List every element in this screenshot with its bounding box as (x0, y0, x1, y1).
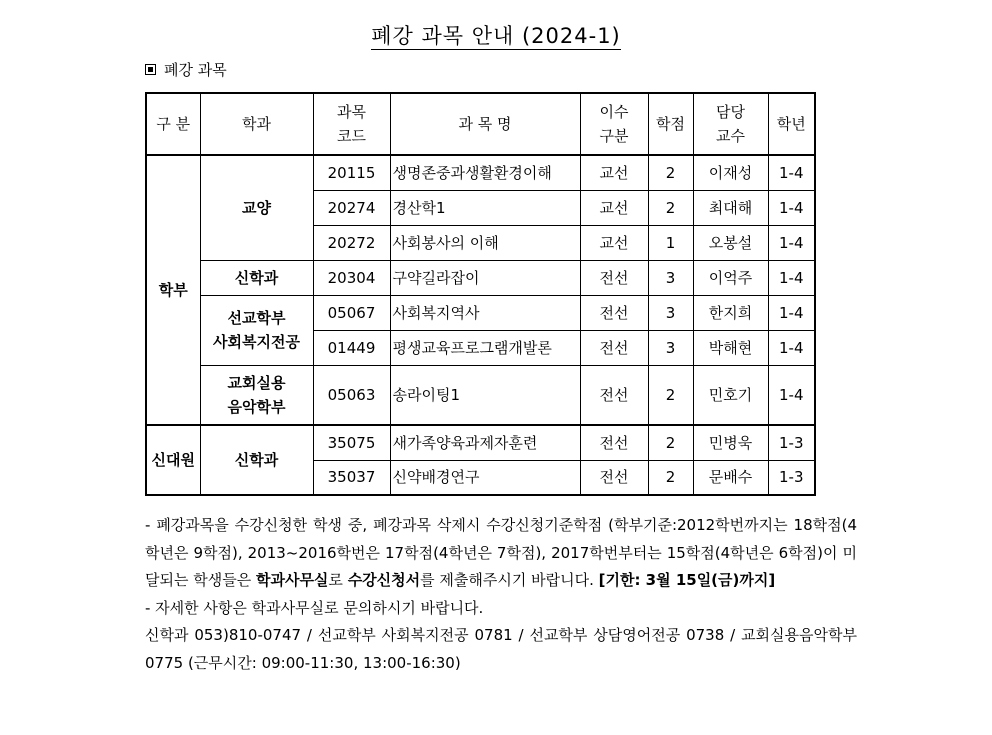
division-graduate: 신대원 (146, 425, 200, 495)
course-professor: 오봉설 (693, 225, 768, 260)
course-code: 35037 (313, 460, 390, 495)
table-row (146, 260, 815, 295)
course-code: 35075 (313, 425, 390, 460)
page-title: 폐강 과목 안내 (2024-1) (371, 24, 621, 48)
course-grade: 1-4 (768, 295, 815, 330)
note-deadline: [기한: 3월 15일(금)까지] (598, 571, 776, 589)
course-code: 20304 (313, 260, 390, 295)
course-professor: 박해현 (693, 330, 768, 365)
header-type: 이수 구분 (580, 93, 648, 155)
table-header-row (146, 93, 815, 155)
header-dept: 학과 (200, 93, 313, 155)
header-professor: 담당 교수 (693, 93, 768, 155)
note-contacts: 신학과 053)810-0747 / 선교학부 사회복지전공 0781 / 선교학부 상담영어전공 0738 / 교회실용음악학부 0775 (근무시간: 09:00-11:30, 13:00-16:30) (145, 626, 857, 672)
course-name: 새가족양육과제자훈련 (390, 425, 580, 460)
course-type: 전선 (580, 365, 648, 425)
notes (145, 512, 857, 677)
course-credit: 3 (648, 260, 693, 295)
section-label: 폐강 과목 (164, 61, 227, 79)
square-bullet-icon (145, 64, 156, 75)
dept-gyoyang: 교양 (200, 155, 313, 260)
dept-grad-theology: 신학과 (200, 425, 313, 495)
header-course: 과 목 명 (390, 93, 580, 155)
header-division: 구 분 (146, 93, 200, 155)
course-type: 교선 (580, 155, 648, 190)
course-code: 05067 (313, 295, 390, 330)
course-name: 사회봉사의 이해 (390, 225, 580, 260)
note-credit-rules: - 폐강과목을 수강신청한 학생 중, 폐강과목 삭제시 수강신청기준학점 (학부기준:2012학번까지는 18학점(4학년은 9학점), 2013~2016학번은 17학점(4학년은 7학점), 2017학번부터는 15학점(4학년은 6학점)이 미달되는 학생들은 학과사무실로 수강신청서를 제출해주시기 바랍니다. [기한: 3월 15일(금)까지] (145, 516, 857, 589)
course-professor: 문배수 (693, 460, 768, 495)
course-grade: 1-3 (768, 425, 815, 460)
dept-theology: 신학과 (200, 260, 313, 295)
dept-mission-social-welfare: 선교학부 사회복지전공 (200, 295, 313, 365)
course-name: 경산학1 (390, 190, 580, 225)
table-row (146, 365, 815, 425)
cancelled-courses-table (145, 92, 816, 496)
course-type: 교선 (580, 190, 648, 225)
course-professor: 이재성 (693, 155, 768, 190)
course-name: 생명존중과생활환경이해 (390, 155, 580, 190)
course-name: 평생교육프로그램개발론 (390, 330, 580, 365)
course-grade: 1-4 (768, 155, 815, 190)
header-credit: 학점 (648, 93, 693, 155)
course-code: 20115 (313, 155, 390, 190)
course-type: 전선 (580, 460, 648, 495)
course-credit: 2 (648, 190, 693, 225)
course-code: 05063 (313, 365, 390, 425)
course-credit: 2 (648, 155, 693, 190)
course-professor: 한지희 (693, 295, 768, 330)
note-office: 학과사무실 (255, 571, 329, 589)
course-grade: 1-4 (768, 190, 815, 225)
course-professor: 이억주 (693, 260, 768, 295)
table-row (146, 155, 815, 190)
course-credit: 3 (648, 295, 693, 330)
course-professor: 민병욱 (693, 425, 768, 460)
course-type: 교선 (580, 225, 648, 260)
course-credit: 2 (648, 425, 693, 460)
course-grade: 1-4 (768, 260, 815, 295)
course-grade: 1-4 (768, 365, 815, 425)
course-grade: 1-4 (768, 225, 815, 260)
course-code: 20272 (313, 225, 390, 260)
course-credit: 1 (648, 225, 693, 260)
header-code: 과목 코드 (313, 93, 390, 155)
course-type: 전선 (580, 260, 648, 295)
section-heading (145, 59, 227, 80)
course-code: 01449 (313, 330, 390, 365)
course-grade: 1-3 (768, 460, 815, 495)
course-credit: 3 (648, 330, 693, 365)
header-grade: 학년 (768, 93, 815, 155)
note-form: 수강신청서 (347, 571, 421, 589)
course-credit: 2 (648, 460, 693, 495)
table-row (146, 425, 815, 460)
course-professor: 최대해 (693, 190, 768, 225)
course-name: 사회복지역사 (390, 295, 580, 330)
course-type: 전선 (580, 330, 648, 365)
course-credit: 2 (648, 365, 693, 425)
course-name: 신약배경연구 (390, 460, 580, 495)
note-inquiry: - 자세한 사항은 학과사무실로 문의하시기 바랍니다. (145, 598, 484, 617)
course-name: 송라이팅1 (390, 365, 580, 425)
division-undergrad: 학부 (146, 155, 200, 425)
course-code: 20274 (313, 190, 390, 225)
course-professor: 민호기 (693, 365, 768, 425)
course-grade: 1-4 (768, 330, 815, 365)
course-type: 전선 (580, 425, 648, 460)
dept-church-music: 교회실용 음악학부 (200, 365, 313, 425)
table-row (146, 295, 815, 330)
course-type: 전선 (580, 295, 648, 330)
course-name: 구약길라잡이 (390, 260, 580, 295)
